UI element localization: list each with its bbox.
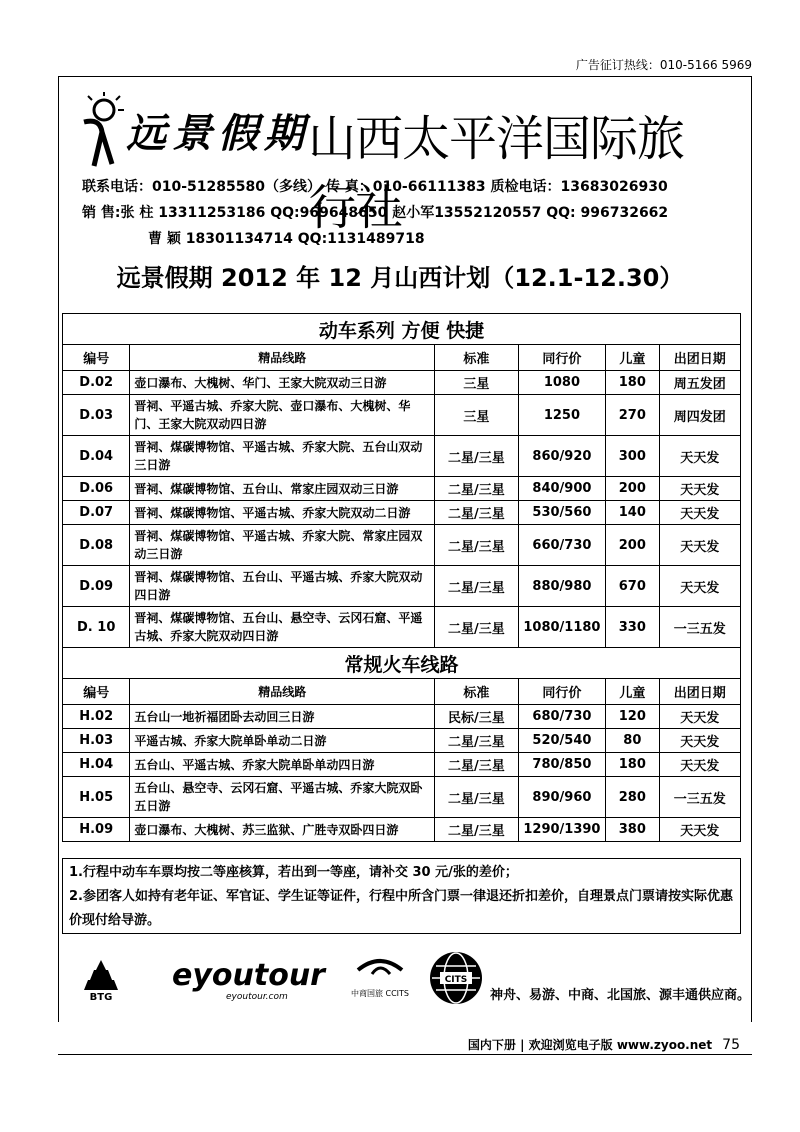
table-row xyxy=(63,607,741,648)
column-header: 儿童 xyxy=(606,679,659,705)
cell-std: 民标/三星 xyxy=(435,705,518,729)
notes xyxy=(62,858,741,934)
cell-std: 三星 xyxy=(435,371,518,395)
column-header: 出团日期 xyxy=(659,345,741,371)
section-regular xyxy=(63,648,741,679)
cell-route: 晋祠、煤碳博物馆、平遥古城、乔家大院、五台山双动三日游 xyxy=(130,436,435,477)
cell-price: 680/730 xyxy=(518,705,606,729)
cell-price: 880/980 xyxy=(518,566,606,607)
header-row-regular xyxy=(63,679,741,705)
table-row xyxy=(63,501,741,525)
cell-code: D.07 xyxy=(63,501,130,525)
cell-route: 壶口瀑布、大槐树、苏三监狱、广胜寺双卧四日游 xyxy=(130,818,435,842)
table-row xyxy=(63,436,741,477)
tour-plan-table xyxy=(62,313,741,842)
cell-std: 二星/三星 xyxy=(435,477,518,501)
cell-std: 二星/三星 xyxy=(435,777,518,818)
column-header: 编号 xyxy=(63,345,130,371)
cell-child: 670 xyxy=(606,566,659,607)
ccits-logo xyxy=(348,950,412,999)
table-row xyxy=(63,705,741,729)
ad-hotline: 广告征订热线：010-5166 5969 xyxy=(575,58,752,72)
ccits-text: 中商国旅 CCITS xyxy=(350,989,410,998)
cell-code: D.02 xyxy=(63,371,130,395)
cell-route: 五台山一地祈福团卧去动回三日游 xyxy=(130,705,435,729)
cell-date: 天天发 xyxy=(659,566,741,607)
cell-std: 二星/三星 xyxy=(435,818,518,842)
cits-text: CITS xyxy=(444,975,468,985)
table-row xyxy=(63,395,741,436)
cell-child: 380 xyxy=(606,818,659,842)
page-number: 75 xyxy=(722,1037,740,1053)
cell-date: 天天发 xyxy=(659,729,741,753)
cell-route: 晋祠、平遥古城、乔家大院、壶口瀑布、大槐树、华门、王家大院双动四日游 xyxy=(130,395,435,436)
footer-text: 国内下册 | 欢迎浏览电子版 www.zyoo.net xyxy=(467,1038,713,1052)
column-header: 标准 xyxy=(435,345,518,371)
cell-code: D. 10 xyxy=(63,607,130,648)
page-title: 远景假期 2012 年 12 月山西计划（12.1-12.30） xyxy=(116,264,684,292)
cell-price: 890/960 xyxy=(518,777,606,818)
cell-std: 二星/三星 xyxy=(435,525,518,566)
table-row xyxy=(63,477,741,501)
table-row xyxy=(63,753,741,777)
eyoutour-url: eyoutour.com xyxy=(226,992,288,1002)
column-header: 儿童 xyxy=(606,345,659,371)
cell-route: 晋祠、煤碳博物馆、五台山、悬空寺、云冈石窟、平遥古城、乔家大院双动四日游 xyxy=(130,607,435,648)
cell-route: 平遥古城、乔家大院单卧单动二日游 xyxy=(130,729,435,753)
cell-code: H.09 xyxy=(63,818,130,842)
table-row xyxy=(63,818,741,842)
cell-child: 180 xyxy=(606,753,659,777)
cell-date: 周五发团 xyxy=(659,371,741,395)
cell-route: 晋祠、煤碳博物馆、平遥古城、乔家大院双动二日游 xyxy=(130,501,435,525)
cell-date: 一三五发 xyxy=(659,607,741,648)
cell-code: D.09 xyxy=(63,566,130,607)
btg-text: BTG xyxy=(89,992,113,1002)
cell-date: 天天发 xyxy=(659,436,741,477)
cell-date: 天天发 xyxy=(659,705,741,729)
cell-date: 天天发 xyxy=(659,818,741,842)
cell-price: 780/850 xyxy=(518,753,606,777)
ccits-swirl-icon xyxy=(348,950,412,986)
table-row xyxy=(63,777,741,818)
cell-code: D.08 xyxy=(63,525,130,566)
cell-code: D.06 xyxy=(63,477,130,501)
cell-route: 五台山、悬空寺、云冈石窟、平遥古城、乔家大院双卧五日游 xyxy=(130,777,435,818)
column-header: 标准 xyxy=(435,679,518,705)
cell-code: D.03 xyxy=(63,395,130,436)
cell-code: H.03 xyxy=(63,729,130,753)
cell-child: 140 xyxy=(606,501,659,525)
column-header: 精品线路 xyxy=(130,679,435,705)
cell-date: 天天发 xyxy=(659,753,741,777)
column-header: 出团日期 xyxy=(659,679,741,705)
note-2: 2.参团客人如持有老年证、军官证、学生证等证件，行程中所含门票一律退还折扣差价，自理景点门票请按实际优惠价现付给导游。 xyxy=(69,889,733,928)
cell-std: 二星/三星 xyxy=(435,729,518,753)
cell-child: 80 xyxy=(606,729,659,753)
table-row xyxy=(63,371,741,395)
section-regular-title: 常规火车线路 xyxy=(63,648,741,679)
cits-globe-icon xyxy=(428,950,484,1006)
column-header: 编号 xyxy=(63,679,130,705)
cell-std: 二星/三星 xyxy=(435,753,518,777)
cell-route: 晋祠、煤碳博物馆、平遥古城、乔家大院、常家庄园双动三日游 xyxy=(130,525,435,566)
cell-price: 520/540 xyxy=(518,729,606,753)
sun-figure-icon xyxy=(76,92,126,168)
cell-code: H.02 xyxy=(63,705,130,729)
cell-route: 晋祠、煤碳博物馆、五台山、常家庄园双动三日游 xyxy=(130,477,435,501)
partner-logos xyxy=(76,950,751,1010)
cell-code: H.04 xyxy=(63,753,130,777)
note-1: 1.行程中动车车票均按二等座核算，若出到一等座，请补交 30 元/张的差价； xyxy=(69,865,518,880)
cell-price: 660/730 xyxy=(518,525,606,566)
column-header: 精品线路 xyxy=(130,345,435,371)
column-header: 同行价 xyxy=(518,345,606,371)
column-header: 同行价 xyxy=(518,679,606,705)
cell-child: 270 xyxy=(606,395,659,436)
cell-std: 三星 xyxy=(435,395,518,436)
contact-line-2: 销 售:张 柱 13311253186 QQ:969648650 赵小军13552120557 QQ: 996732662 xyxy=(82,205,669,221)
cell-std: 二星/三星 xyxy=(435,436,518,477)
contact-line-3: 曹 颖 18301134714 QQ:1131489718 xyxy=(148,231,425,247)
cell-child: 200 xyxy=(606,525,659,566)
page-footer xyxy=(468,1036,740,1053)
table-row xyxy=(63,566,741,607)
cell-child: 330 xyxy=(606,607,659,648)
cell-price: 840/900 xyxy=(518,477,606,501)
cell-child: 200 xyxy=(606,477,659,501)
table-row xyxy=(63,729,741,753)
cell-route: 五台山、平遥古城、乔家大院单卧单动四日游 xyxy=(130,753,435,777)
cell-code: D.04 xyxy=(63,436,130,477)
cell-date: 一三五发 xyxy=(659,777,741,818)
cell-price: 1080/1180 xyxy=(518,607,606,648)
cell-child: 120 xyxy=(606,705,659,729)
cell-date: 天天发 xyxy=(659,477,741,501)
btg-logo-icon xyxy=(76,950,126,1002)
cell-price: 860/920 xyxy=(518,436,606,477)
cell-price: 530/560 xyxy=(518,501,606,525)
table-row xyxy=(63,525,741,566)
cell-price: 1290/1390 xyxy=(518,818,606,842)
partners-text: 神舟、易游、中商、北国旅、源丰通供应商。 xyxy=(490,988,751,1003)
cell-route: 壶口瀑布、大槐树、华门、王家大院双动三日游 xyxy=(130,371,435,395)
cell-code: H.05 xyxy=(63,777,130,818)
cell-date: 周四发团 xyxy=(659,395,741,436)
cell-std: 二星/三星 xyxy=(435,566,518,607)
eyoutour-logo: eyoutour xyxy=(172,958,325,993)
cell-child: 300 xyxy=(606,436,659,477)
contact-line-1: 联系电话：010-51285580（多线） 传 真：010-66111383 质检电话：13683026930 xyxy=(82,179,668,195)
company-name: 山西太平洋国际旅行社 xyxy=(308,111,685,236)
cell-date: 天天发 xyxy=(659,501,741,525)
header-row-dongche xyxy=(63,345,741,371)
bottom-rule xyxy=(58,1054,752,1055)
cell-date: 天天发 xyxy=(659,525,741,566)
cell-price: 1250 xyxy=(518,395,606,436)
cell-child: 180 xyxy=(606,371,659,395)
section-dongche-title: 动车系列 方便 快捷 xyxy=(63,314,741,345)
cell-std: 二星/三星 xyxy=(435,607,518,648)
cell-std: 二星/三星 xyxy=(435,501,518,525)
section-dongche xyxy=(63,314,741,345)
cell-child: 280 xyxy=(606,777,659,818)
logo-script: 远景假期 xyxy=(126,110,310,157)
cell-route: 晋祠、煤碳博物馆、五台山、平遥古城、乔家大院双动四日游 xyxy=(130,566,435,607)
cell-price: 1080 xyxy=(518,371,606,395)
